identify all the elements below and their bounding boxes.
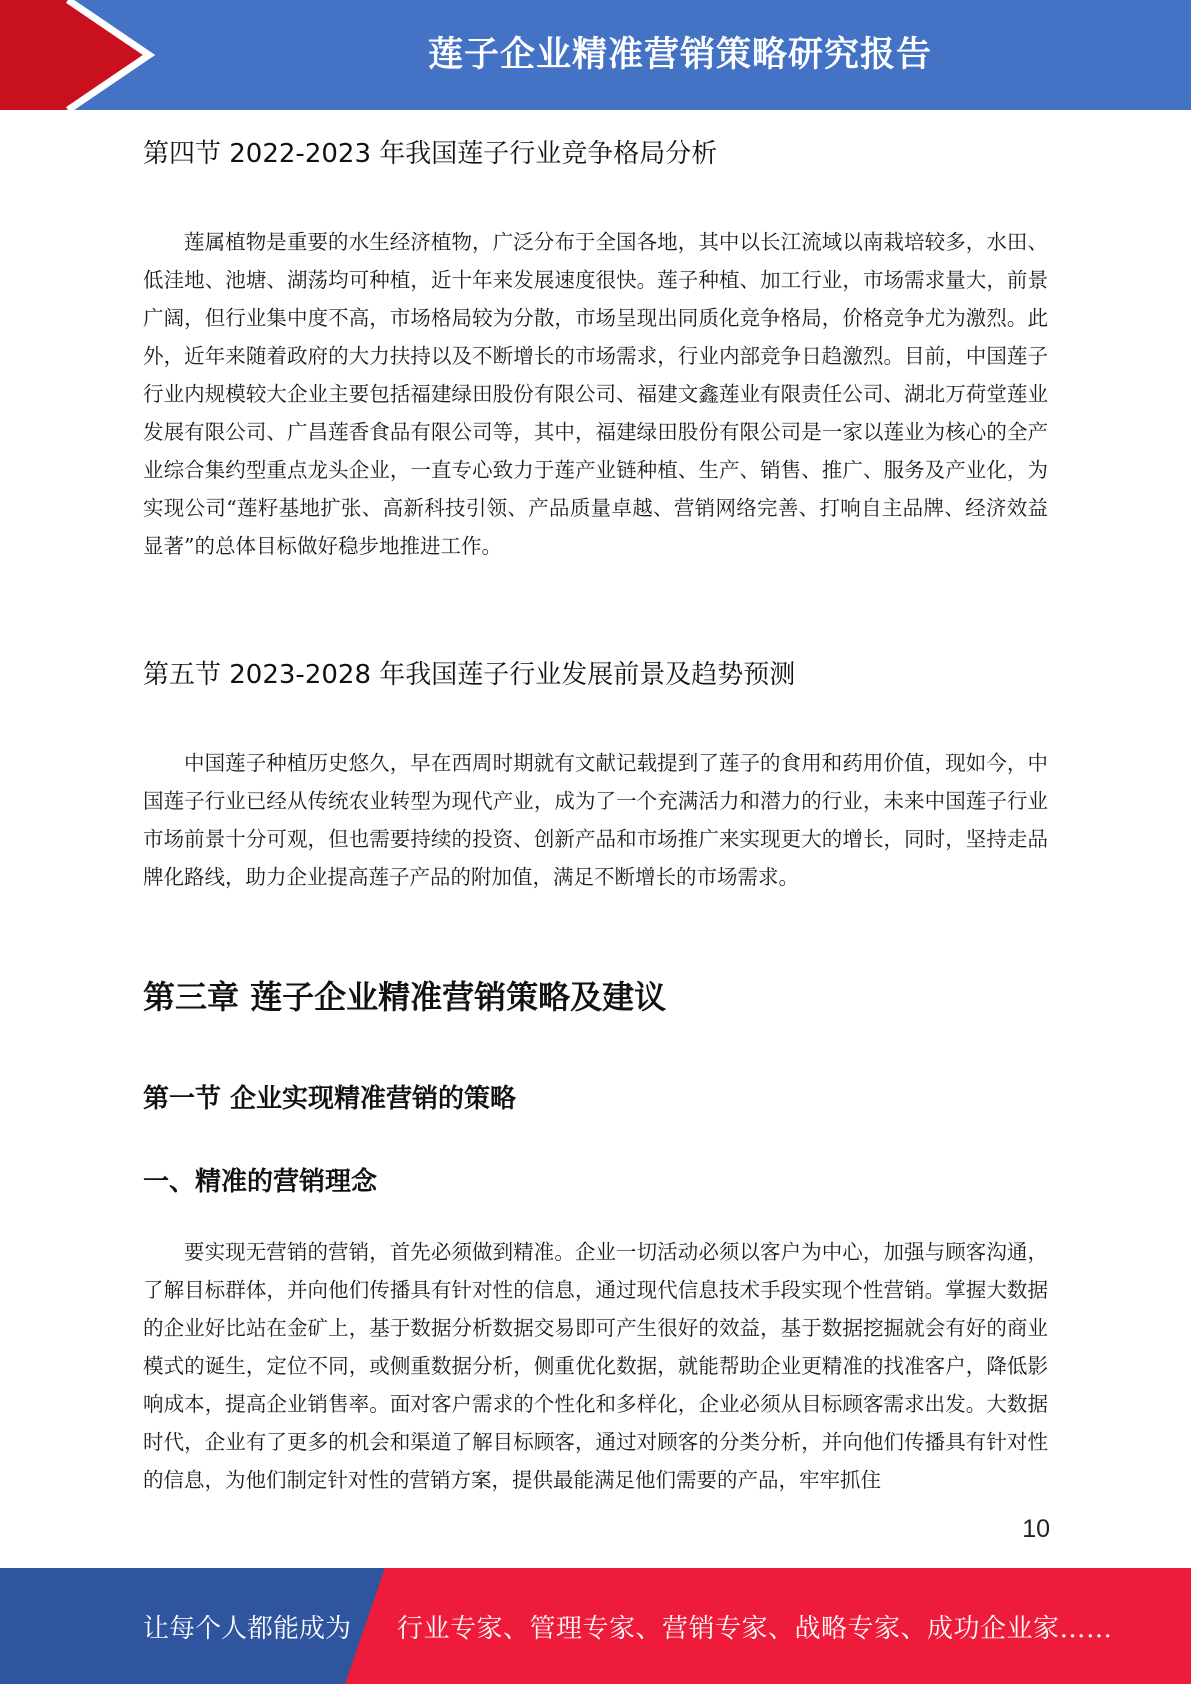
header-arrow-icon [0, 0, 160, 110]
subsection-1-paragraph: 要实现无营销的营销，首先必须做到精准。企业一切活动必须以客户为中心，加强与顾客沟通，了解目标群体，并向他们传播具有针对性的信息，通过现代信息技术手段实现个性营销。掌握大数据的企业好比站在金矿上，基于数据分析数据交易即可产生很好的效益，基于数据挖掘就会有好的商业模式的诞生，定位不同，或侧重数据分析，侧重优化数据，就能帮助企业更精准的找准客户，降低影响成本，提高企业销售率。面对客户需求的个性化和多样化，企业必须从目标顾客需求出发。大数据时代，企业有了更多的机会和渠道了解目标顾客，通过对顾客的分类分析，并向他们传播具有针对性的信息，为他们制定针对性的营销方案，提供最能满足他们需要的产品，牢牢抓住 [143, 1240, 1048, 1492]
header-arrow-red-shape [0, 0, 147, 110]
subsection-1-heading: 一、精准的营销理念 [143, 1167, 378, 1197]
chapter-3-section-1-heading: 第一节 企业实现精准营销的策略 [143, 1084, 517, 1114]
section-5-heading: 第五节 2023-2028 年我国莲子行业发展前景及趋势预测 [143, 660, 796, 690]
footer-slogan-right: 行业专家、管理专家、营销专家、战略专家、成功企业家…… [397, 1613, 1113, 1644]
footer-band [0, 1568, 1191, 1684]
report-title: 莲子企业精准营销策略研究报告 [427, 35, 932, 75]
section-4-heading: 第四节 2022-2023 年我国莲子行业竞争格局分析 [143, 139, 718, 169]
section-5-paragraph: 中国莲子种植历史悠久，早在西周时期就有文献记载提到了莲子的食用和药用价值，现如今，中国莲子行业已经从传统农业转型为现代产业，成为了一个充满活力和潜力的行业，未来中国莲子行业市场前景十分可观，但也需要持续的投资、创新产品和市场推广来实现更大的增长，同时，坚持走品牌化路线，助力企业提高莲子产品的附加值，满足不断增长的市场需求。 [143, 751, 1048, 889]
footer-slogan-left: 让每个人都能成为 [143, 1613, 352, 1644]
section-4-paragraph: 莲属植物是重要的水生经济植物，广泛分布于全国各地，其中以长江流域以南栽培较多，水田、低洼地、池塘、湖荡均可种植，近十年来发展速度很快。莲子种植、加工行业，市场需求量大，前景广阔，但行业集中度不高，市场格局较为分散，市场呈现出同质化竞争格局，价格竞争尤为激烈。此外，近年来随着政府的大力扶持以及不断增长的市场需求，行业内部竞争日趋激烈。目前，中国莲子行业内规模较大企业主要包括福建绿田股份有限公司、福建文鑫莲业有限责任公司、湖北万荷堂莲业发展有限公司、广昌莲香食品有限公司等，其中，福建绿田股份有限公司是一家以莲业为核心的全产业综合集约型重点龙头企业，一直专心致力于莲产业链种植、生产、销售、推广、服务及产业化，为实现公司“莲籽基地扩张、高新科技引领、产品质量卓越、营销网络完善、打响自主品牌、经济效益显著”的总体目标做好稳步地推进工作。 [143, 230, 1048, 558]
chapter-3-heading: 第三章 莲子企业精准营销策略及建议 [143, 978, 667, 1016]
page-number: 10 [1022, 1515, 1050, 1543]
header-band [0, 0, 1191, 110]
